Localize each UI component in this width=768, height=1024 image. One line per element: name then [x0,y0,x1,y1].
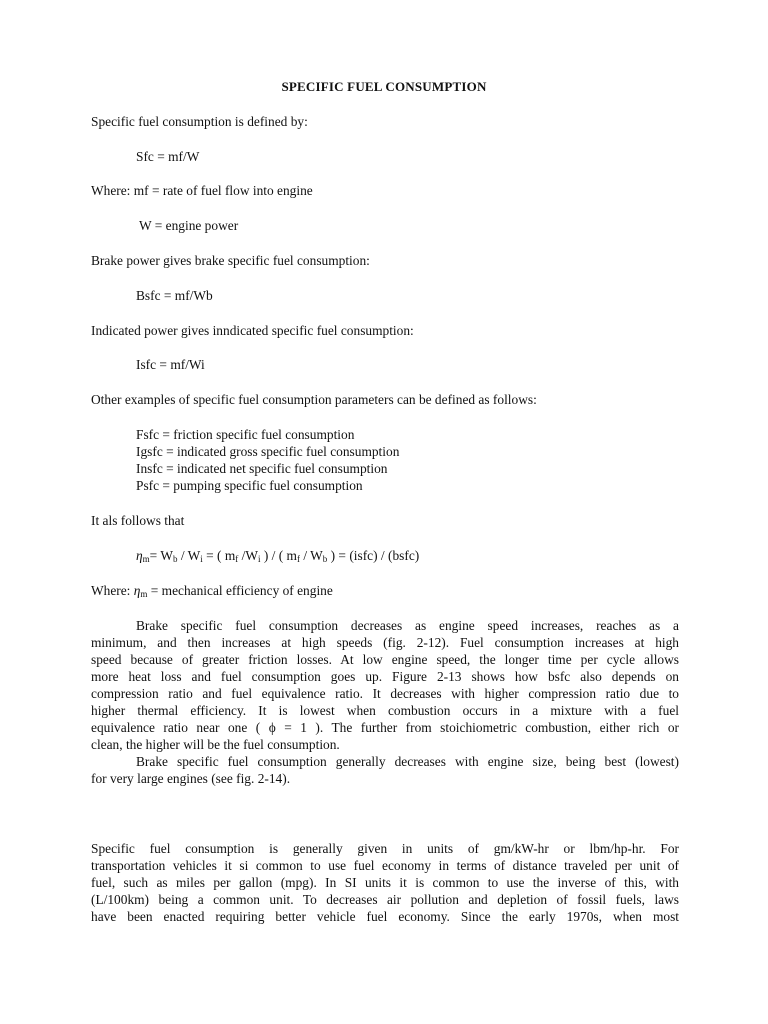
paragraph-engine-size-line: for very large engines (see fig. 2-14). [91,771,291,786]
definition-fsfc: Fsfc = friction specific fuel consumption [136,427,355,442]
other-intro-text: Other examples of specific fuel consumption parameters can be defined as follows: [91,392,537,407]
paragraph-units-line: Specific fuel consumption is generally given in units of gm/kW-hr or lbm/hp-hr. For [91,841,679,856]
where-w-text: W = engine power [139,218,239,233]
definition-igsfc: Igsfc = indicated gross specific fuel consumption [136,444,400,459]
paragraph-bsfc-line: equivalence ratio near one ( ϕ = 1 ). The further from stoichiometric combustion, either rich or [91,720,679,735]
paragraph-units-line: (L/100km) being a common unit. To decreases air pollution and depletion of fossil fuels, laws [91,892,679,907]
equation-bsfc: Bsfc = mf/Wb [136,288,213,303]
paragraph-bsfc-line: compression ratio and fuel equivalence ratio. It decreases with higher compression ratio due to [91,686,679,701]
equation-isfc: Isfc = mf/Wi [136,357,205,372]
paragraph-units-line: fuel, such as miles per gallon (mpg). In SI units it is common to use the inverse of this, with [91,875,679,890]
equation-sfc: Sfc = mf/W [136,149,200,164]
paragraph-engine-size-line: Brake specific fuel consumption generally decreases with engine size, being best (lowest) [136,754,679,769]
paragraph-units-line: transportation vehicles it si common to use fuel economy in terms of distance traveled per unit of [91,858,679,873]
intro-text: Specific fuel consumption is defined by: [91,114,308,129]
definition-insfc: Insfc = indicated net specific fuel consumption [136,461,388,476]
where-mf-text: Where: mf = rate of fuel flow into engine [91,183,313,198]
equation-mechanical-efficiency: $\eta_m= W_b / W_i$ = ( $m_f$ $/W_i$ ) / ( $m_f / W_b$ ) = (isfc) / (bsfc) [136,548,420,564]
paragraph-bsfc-line: higher thermal efficiency. It is lowest when combustion occurs in a mixture with a fuel [91,703,679,718]
eta-symbol: η [136,548,143,563]
paragraph-bsfc-line: minimum, and then increases at high speeds (fig. 2-12). Fuel consumption increases at high [91,635,679,650]
paragraph-bsfc-line: Brake specific fuel consumption decreases as engine speed increases, reaches as a [136,618,679,633]
where-eta-text: Where: $\eta_m$ = mechanical efficiency of engine [91,583,333,599]
page-title: SPECIFIC FUEL CONSUMPTION [281,79,487,94]
indicated-intro-text: Indicated power gives inndicated specific fuel consumption: [91,323,414,338]
follows-text: It als follows that [91,513,185,528]
definition-psfc: Psfc = pumping specific fuel consumption [136,478,363,493]
paragraph-bsfc-line: speed because of greater friction losses. At low engine speed, the longer time per cycle allows [91,652,679,667]
paragraph-bsfc-line: more heat loss and fuel consumption goes up. Figure 2-13 shows how bsfc also depends on [91,669,679,684]
eta-symbol: η [133,583,141,598]
paragraph-bsfc-line: clean, the higher will be the fuel consumption. [91,737,340,752]
paragraph-units-line: have been enacted requiring better vehicle fuel economy. Since the early 1970s, when most [91,909,679,924]
brake-intro-text: Brake power gives brake specific fuel consumption: [91,253,370,268]
